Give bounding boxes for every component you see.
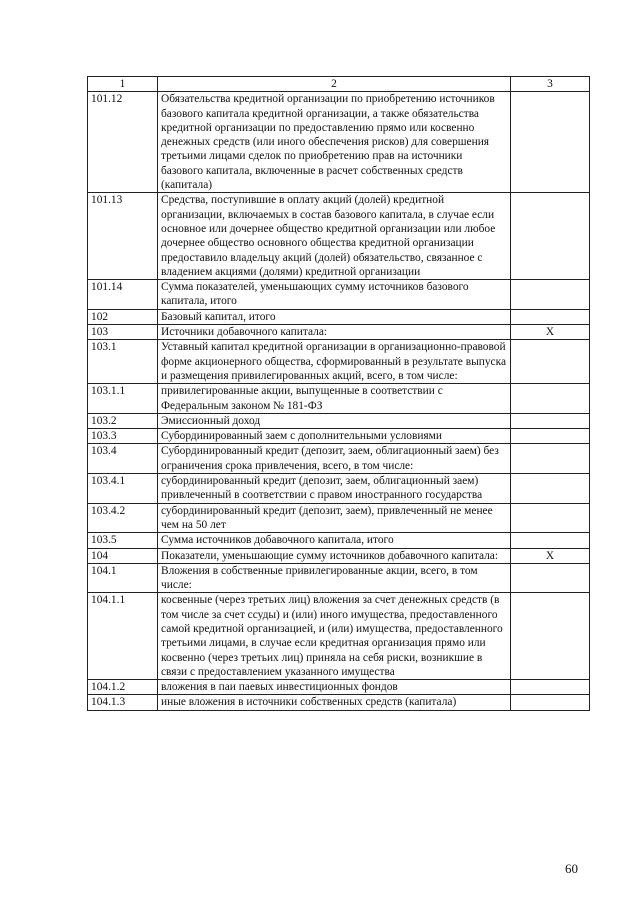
row-mark [511,340,590,384]
table-row [88,593,590,680]
row-code: 104.1.2 [88,680,158,695]
row-mark: X [511,325,590,340]
row-code: 103.4.2 [88,503,158,533]
row-description: субординированный кредит (депозит, заем), привлеченный не менее чем на 50 лет [158,503,511,533]
table-row [88,413,590,428]
row-code: 104.1.1 [88,593,158,680]
row-mark [511,413,590,428]
row-mark [511,193,590,280]
row-description: Вложения в собственные привилегированные акции, всего, в том числе: [158,563,511,593]
row-mark [511,429,590,444]
row-description: Субординированный заем с дополнительными условиями [158,429,511,444]
table-row [88,533,590,548]
table-row [88,563,590,593]
row-code: 104 [88,548,158,563]
row-code: 103.1 [88,340,158,384]
row-code: 104.1 [88,563,158,593]
row-code: 103 [88,325,158,340]
row-code: 103.4 [88,444,158,474]
table-row [88,474,590,504]
row-mark [511,593,590,680]
row-mark [511,680,590,695]
table-row [88,444,590,474]
row-code: 103.3 [88,429,158,444]
table-row [88,325,590,340]
row-description: Источники добавочного капитала: [158,325,511,340]
row-mark [511,280,590,310]
row-mark [511,309,590,324]
table-row [88,309,590,324]
row-mark [511,695,590,710]
row-description: Сумма источников добавочного капитала, итого [158,533,511,548]
row-code: 101.12 [88,92,158,193]
table-row [88,193,590,280]
row-code: 103.5 [88,533,158,548]
row-mark [511,444,590,474]
row-code: 101.14 [88,280,158,310]
column-header-code: 1 [88,77,158,92]
row-code: 102 [88,309,158,324]
row-mark [511,533,590,548]
row-description: Средства, поступившие в оплату акций (долей) кредитной организации, включаемых в состав базового капитала, в случае если основное или дочернее общество кредитной организации или любое дочернее общество основного общества кредитной организации предоставило владельцу акций (долей) обязательство, связанное с владением акциями (долями) кредитной организации [158,193,511,280]
table-row [88,384,590,414]
row-description: вложения в паи паевых инвестиционных фондов [158,680,511,695]
row-code: 104.1.3 [88,695,158,710]
table-row [88,548,590,563]
reporting-form-table [87,76,590,711]
row-description: Показатели, уменьшающие сумму источников добавочного капитала: [158,548,511,563]
row-description: Субординированный кредит (депозит, заем, облигационный заем) без ограничения срока привлечения, всего, в том числе: [158,444,511,474]
row-description: косвенные (через третьих лиц) вложения за счет денежных средств (в том числе за счет ссуды) и (или) иного имущества, предоставленного самой кредитной организацией, и (или) имущества, предоставленного третьими лицами, в случае если кредитная организация прямо или косвенно (через третьих лиц) приняла на себя риски, возникшие в связи с предоставлением указанного имущества [158,593,511,680]
row-mark [511,563,590,593]
row-description: субординированный кредит (депозит, заем, облигационный заем) привлеченный в соответствии с правом иностранного государства [158,474,511,504]
row-mark [511,384,590,414]
column-header-value: 3 [511,77,590,92]
table-row [88,680,590,695]
row-mark [511,474,590,504]
row-description: Сумма показателей, уменьшающих сумму источников базового капитала, итого [158,280,511,310]
row-description: Эмиссионный доход [158,413,511,428]
table-row [88,340,590,384]
row-code: 103.2 [88,413,158,428]
row-mark [511,503,590,533]
table-header-row [88,77,590,92]
table-row [88,429,590,444]
row-code: 101.13 [88,193,158,280]
table-row [88,92,590,193]
row-code: 103.1.1 [88,384,158,414]
row-mark [511,92,590,193]
row-description: Обязательства кредитной организации по приобретению источников базового капитала кредитной организации, а также обязательства кредитной организации по предоставлению прямо или косвенно денежных средств (или иного обеспечения рисков) для совершения третьими лицами сделок по приобретению прав на источники базового капитала, включенные в расчет собственных средств (капитала) [158,92,511,193]
row-description: привилегированные акции, выпущенные в соответствии с Федеральным законом № 181-ФЗ [158,384,511,414]
row-code: 103.4.1 [88,474,158,504]
row-description: Уставный капитал кредитной организации в организационно-правовой форме акционерного общества, сформированный в результате выпуска и размещения привилегированных акций, всего, в том числе: [158,340,511,384]
row-description: иные вложения в источники собственных средств (капитала) [158,695,511,710]
table-row [88,280,590,310]
table-row [88,695,590,710]
page-number: 60 [565,861,578,876]
row-mark: X [511,548,590,563]
row-description: Базовый капитал, итого [158,309,511,324]
table-row [88,503,590,533]
column-header-description: 2 [158,77,511,92]
